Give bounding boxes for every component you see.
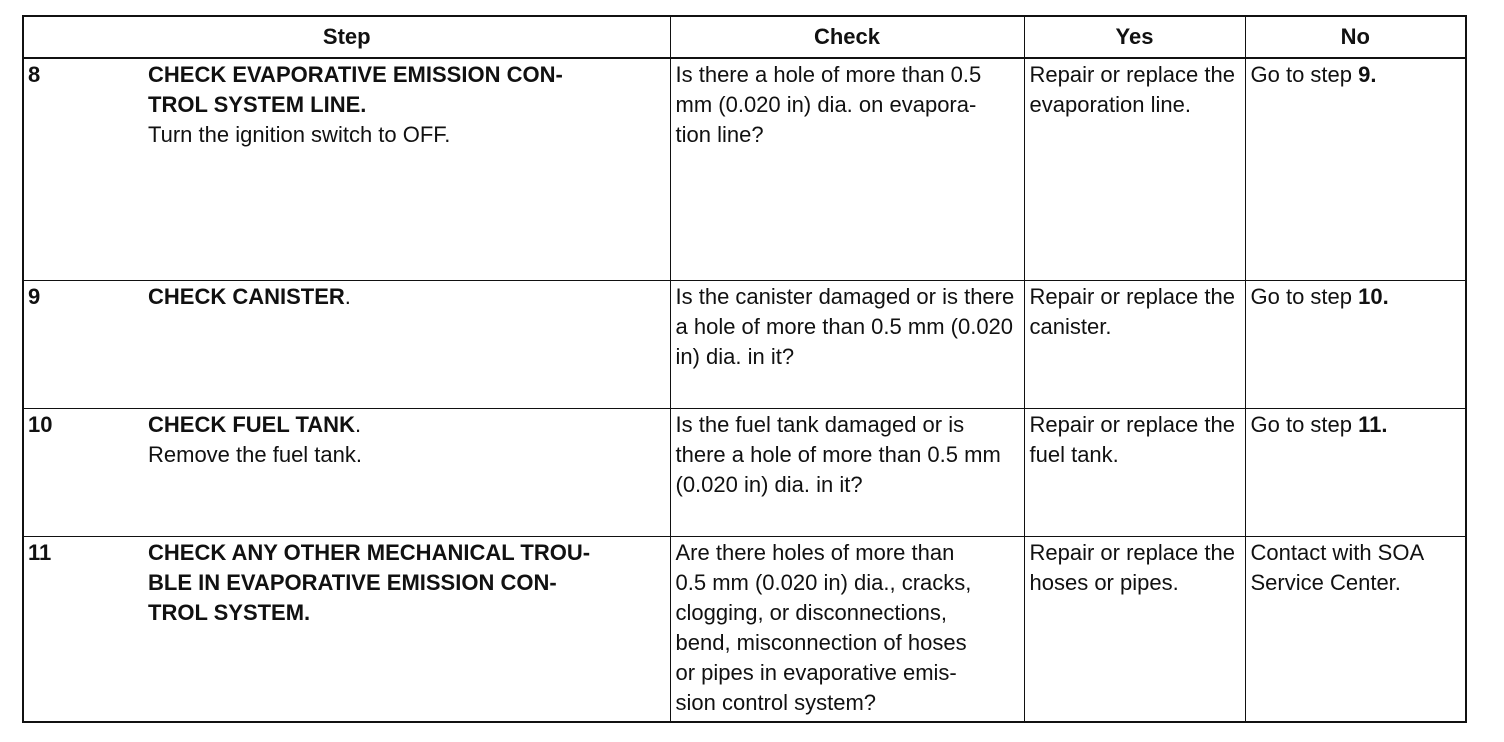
step-detail: Remove the fuel tank. [148,442,363,467]
no-cell: Go to step 9. [1245,58,1466,281]
step-title: CHECK ANY OTHER MECHANICAL TROU- BLE IN EVAPORATIVE EMISSION CON- TROL SYSTEM. [148,540,591,625]
step-description [148,537,670,723]
no-cell: Contact with SOA Service Center. [1245,537,1466,723]
goto-step-number: 9. [1358,62,1377,87]
check-column-header: Check [670,16,1024,58]
table-row [23,281,1466,409]
step-number: 8 [23,58,148,281]
no-cell: Go to step 11. [1245,409,1466,537]
yes-cell: Repair or replace the fuel tank. [1024,409,1245,537]
yes-cell: Repair or replace the evaporation line. [1024,58,1245,281]
goto-step-number: 11. [1358,412,1388,437]
step-detail: Turn the ignition switch to OFF. [148,122,451,147]
check-cell: Is the fuel tank damaged or is there a hole of more than 0.5 mm (0.020 in) dia. in it? [670,409,1024,537]
step-title: CHECK FUEL TANK. [148,412,362,437]
diagnostic-table [22,15,1467,723]
step-number: 9 [23,281,148,409]
step-column-header: Step [23,16,670,58]
step-description [148,409,670,537]
table-row [23,537,1466,723]
check-cell: Is there a hole of more than 0.5 mm (0.020 in) dia. on evapora- tion line? [670,58,1024,281]
step-title: CHECK CANISTER. [148,284,351,309]
step-description [148,58,670,281]
step-number: 11 [23,537,148,723]
no-cell: Go to step 10. [1245,281,1466,409]
table-row [23,58,1466,281]
goto-step-number: 10. [1358,284,1389,309]
check-cell: Is the canister damaged or is there a hole of more than 0.5 mm (0.020 in) dia. in it? [670,281,1024,409]
step-title: CHECK EVAPORATIVE EMISSION CON- TROL SYSTEM LINE. [148,62,563,117]
no-column-header: No [1245,16,1466,58]
check-cell: Are there holes of more than 0.5 mm (0.020 in) dia., cracks, clogging, or disconnections, bend, misconnection of hoses or pipes in evaporative emis- sion control system? [670,537,1024,723]
step-description [148,281,670,409]
yes-cell: Repair or replace the hoses or pipes. [1024,537,1245,723]
yes-cell: Repair or replace the canister. [1024,281,1245,409]
yes-column-header: Yes [1024,16,1245,58]
table-row [23,409,1466,537]
table-header-row [23,16,1466,58]
step-number: 10 [23,409,148,537]
